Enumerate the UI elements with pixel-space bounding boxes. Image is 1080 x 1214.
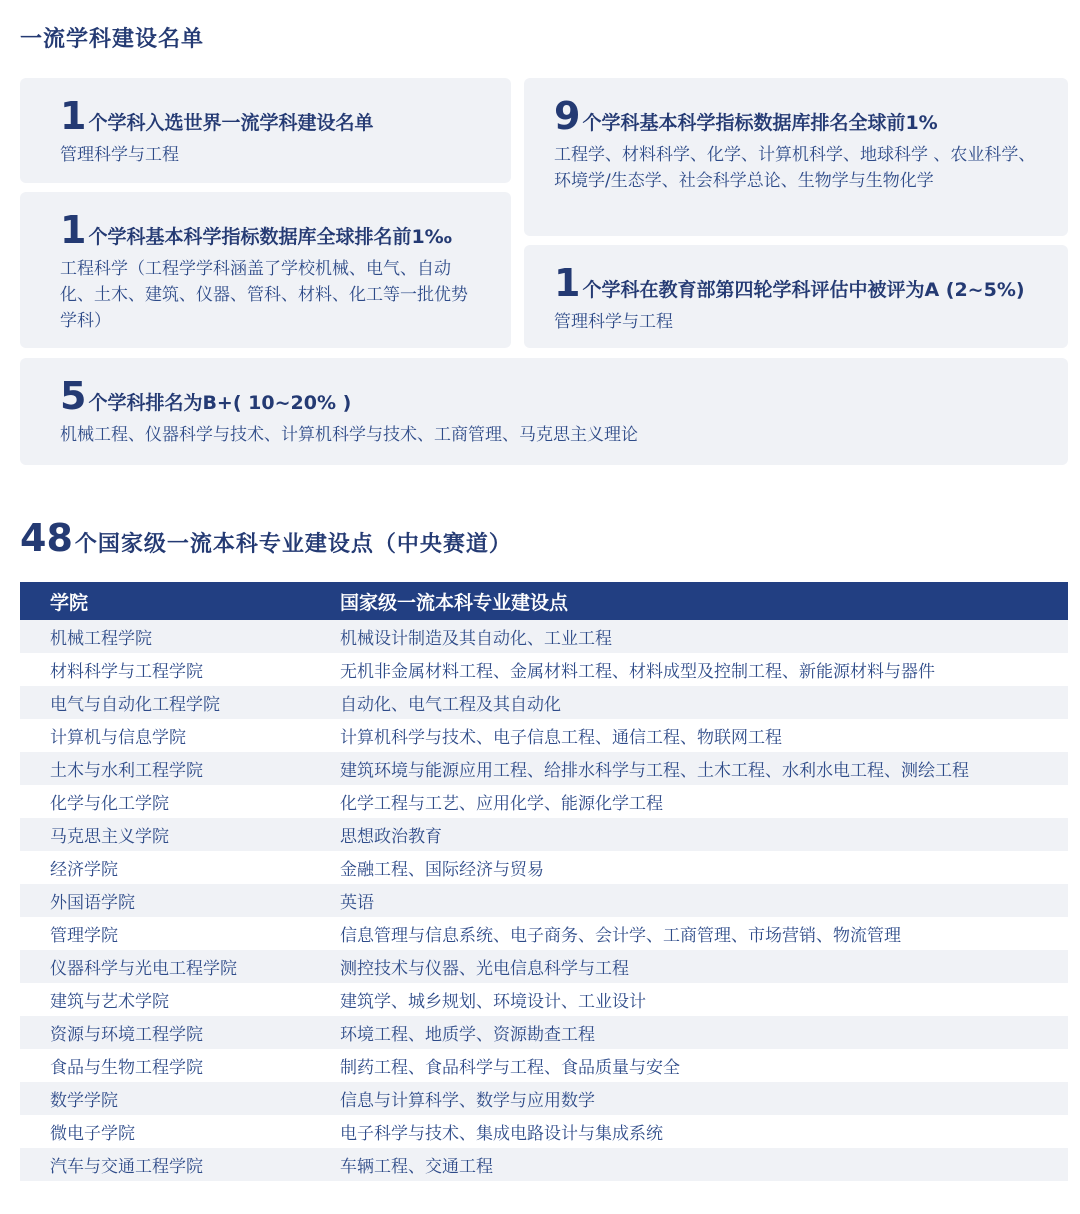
table-row <box>20 1148 1068 1181</box>
card-body: 机械工程、仪器科学与技术、计算机科学与技术、工商管理、马克思主义理论 <box>60 425 638 445</box>
cell-college: 电气与自动化工程学院 <box>50 695 220 715</box>
cell-college: 土木与水利工程学院 <box>50 761 203 781</box>
table-row <box>20 851 1068 884</box>
cell-college: 建筑与艺术学院 <box>50 992 169 1012</box>
table-header <box>20 582 1068 620</box>
table-row <box>20 884 1068 917</box>
table-row <box>20 719 1068 752</box>
cell-programs: 英语 <box>340 893 374 913</box>
discipline-card <box>20 192 511 348</box>
table-row <box>20 818 1068 851</box>
cell-college: 外国语学院 <box>50 893 135 913</box>
cell-programs: 电子科学与技术、集成电路设计与集成系统 <box>340 1124 663 1144</box>
header-programs: 国家级一流本科专业建设点 <box>340 591 569 614</box>
discipline-card <box>524 245 1068 348</box>
discipline-card <box>20 358 1068 465</box>
cell-college: 机械工程学院 <box>50 629 152 649</box>
cell-programs: 思想政治教育 <box>340 827 442 847</box>
cell-college: 马克思主义学院 <box>50 827 169 847</box>
card-title: 个学科基本科学指标数据库排名全球前1% <box>582 112 938 134</box>
cell-college: 计算机与信息学院 <box>50 728 186 748</box>
table-row <box>20 1016 1068 1049</box>
cell-programs: 自动化、电气工程及其自动化 <box>340 695 561 715</box>
card-number: 5 <box>60 374 87 418</box>
cell-programs: 信息管理与信息系统、电子商务、会计学、工商管理、市场营销、物流管理 <box>340 926 901 946</box>
cell-college: 材料科学与工程学院 <box>50 662 203 682</box>
cell-programs: 化学工程与工艺、应用化学、能源化学工程 <box>340 794 663 814</box>
card-number: 1 <box>60 94 87 138</box>
cell-college: 微电子学院 <box>50 1124 135 1144</box>
table-row <box>20 653 1068 686</box>
cell-programs: 无机非金属材料工程、金属材料工程、材料成型及控制工程、新能源材料与器件 <box>340 662 935 682</box>
table-row <box>20 785 1068 818</box>
table-row <box>20 917 1068 950</box>
discipline-card <box>20 78 511 183</box>
table-row <box>20 752 1068 785</box>
card-title: 个学科在教育部第四轮学科评估中被评为A (2~5%) <box>582 279 1025 301</box>
table-row <box>20 1049 1068 1082</box>
table-row <box>20 620 1068 653</box>
cell-programs: 金融工程、国际经济与贸易 <box>340 860 544 880</box>
cell-programs: 建筑环境与能源应用工程、给排水科学与工程、土木工程、水利水电工程、测绘工程 <box>340 761 969 781</box>
discipline-card <box>524 78 1068 236</box>
cell-college: 食品与生物工程学院 <box>50 1058 203 1078</box>
cell-programs: 信息与计算科学、数学与应用数学 <box>340 1091 595 1111</box>
card-title: 个学科排名为B+( 10~20% ) <box>88 392 352 414</box>
table-row <box>20 1082 1068 1115</box>
section-title-undergrad-programs <box>20 516 512 560</box>
card-number: 1 <box>554 261 581 305</box>
cell-programs: 计算机科学与技术、电子信息工程、通信工程、物联网工程 <box>340 728 782 748</box>
cell-college: 化学与化工学院 <box>50 794 169 814</box>
cell-college: 数学学院 <box>50 1091 118 1111</box>
card-body: 工程科学（工程学学科涵盖了学校机械、电气、自动化、土木、建筑、仪器、管科、材料、化工等一批优势学科） <box>60 259 468 331</box>
card-body: 工程学、材料科学、化学、计算机科学、地球科学 、农业科学、环境学/生态学、社会科学总论、生物学与生物化学 <box>554 145 1036 191</box>
cell-programs: 测控技术与仪器、光电信息科学与工程 <box>340 959 629 979</box>
section-title-text: 个国家级一流本科专业建设点（中央赛道） <box>74 532 512 557</box>
table-row <box>20 983 1068 1016</box>
cell-college: 汽车与交通工程学院 <box>50 1157 203 1177</box>
card-body: 管理科学与工程 <box>60 145 179 165</box>
section-count: 48 <box>20 516 73 560</box>
cell-programs: 车辆工程、交通工程 <box>340 1157 493 1177</box>
cell-programs: 建筑学、城乡规划、环境设计、工业设计 <box>340 992 646 1012</box>
cell-programs: 制药工程、食品科学与工程、食品质量与安全 <box>340 1058 680 1078</box>
card-title: 个学科基本科学指标数据库全球排名前1‰ <box>88 226 453 248</box>
header-college: 学院 <box>50 591 89 614</box>
cell-college: 仪器科学与光电工程学院 <box>50 959 237 979</box>
card-number: 9 <box>554 94 581 138</box>
table-body <box>20 620 1068 1181</box>
cell-programs: 环境工程、地质学、资源勘查工程 <box>340 1025 595 1045</box>
table-row <box>20 1115 1068 1148</box>
cell-college: 管理学院 <box>50 926 118 946</box>
section-title-first-class-disciplines: 一流学科建设名单 <box>20 27 205 52</box>
cell-programs: 机械设计制造及其自动化、工业工程 <box>340 629 612 649</box>
programs-table <box>20 582 1068 1181</box>
cell-college: 资源与环境工程学院 <box>50 1025 203 1045</box>
card-number: 1 <box>60 208 87 252</box>
card-title: 个学科入选世界一流学科建设名单 <box>88 112 374 134</box>
cell-college: 经济学院 <box>50 860 118 880</box>
table-row <box>20 686 1068 719</box>
card-body: 管理科学与工程 <box>554 312 673 332</box>
table-row <box>20 950 1068 983</box>
